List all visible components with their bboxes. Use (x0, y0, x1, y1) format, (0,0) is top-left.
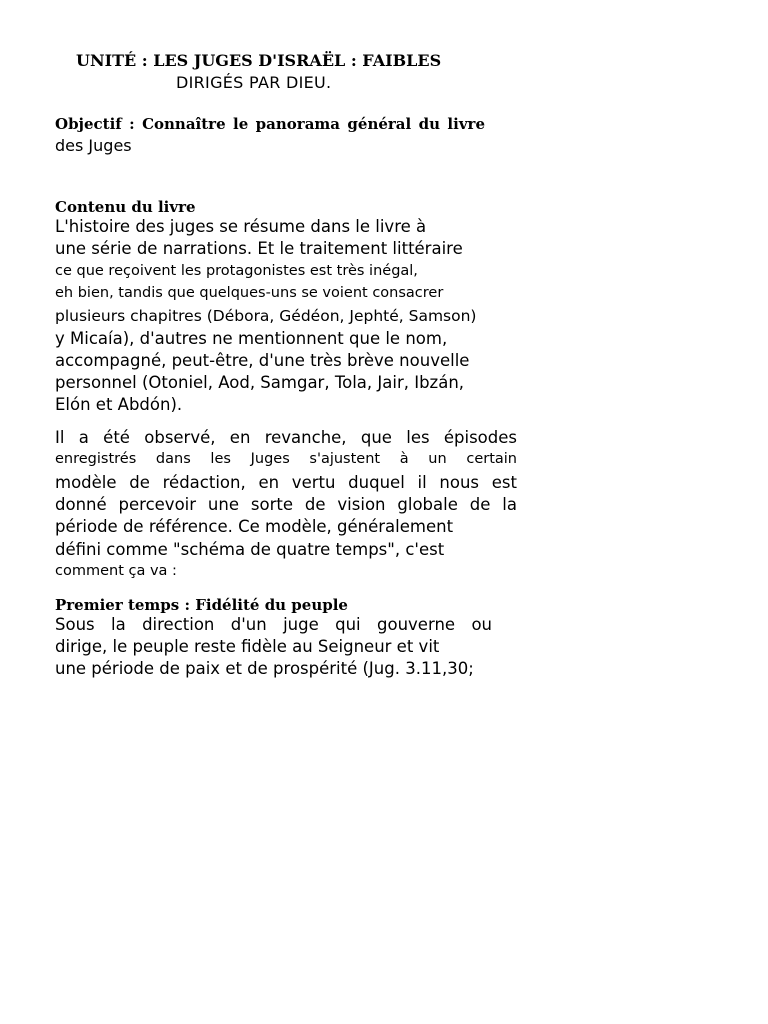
content-paragraph-1-line: Elón et Abdón). (55, 395, 183, 414)
content-paragraph-2-line: Il a été observé, en revanche, que les épisodes (55, 428, 517, 447)
first-time-section-heading: Premier temps : Fidélité du peuple (55, 596, 348, 614)
content-paragraph-2-line: période de référence. Ce modèle, généralement (55, 517, 454, 536)
content-paragraph-1-line: accompagné, peut-être, d'une très brève nouvelle (55, 351, 470, 370)
content-paragraph-2-line: enregistrés dans les Juges s'ajustent à un certain (55, 451, 517, 467)
content-paragraph-1-line: y Micaía), d'autres ne mentionnent que le nom, (55, 329, 448, 348)
content-paragraph-2-line: modèle de rédaction, en vertu duquel il nous est (55, 473, 517, 492)
content-paragraph-1-line: L'histoire des juges se résume dans le livre à (55, 217, 427, 236)
first-time-paragraph-line: une période de paix et de prospérité (Jug. 3.11,30; (55, 659, 474, 678)
objective-continuation: des Juges (55, 136, 132, 155)
content-paragraph-2-line: donné percevoir une sorte de vision globale de la (55, 495, 517, 514)
content-paragraph-2-line: comment ça va : (55, 563, 177, 579)
document-title-line-2: DIRIGÉS PAR DIEU. (176, 73, 332, 92)
document-title-line-1: UNITÉ : LES JUGES D'ISRAËL : FAIBLES (76, 51, 442, 70)
content-paragraph-1-line: personnel (Otoniel, Aod, Samgar, Tola, Jair, Ibzán, (55, 373, 465, 392)
first-time-paragraph-line: Sous la direction d'un juge qui gouverne ou (55, 615, 492, 634)
content-section-heading: Contenu du livre (55, 198, 196, 216)
content-paragraph-1-line: une série de narrations. Et le traitement littéraire (55, 239, 463, 258)
content-paragraph-1-line: ce que reçoivent les protagonistes est très inégal, (55, 263, 418, 279)
objective-label: Objectif : Connaître le panorama général du livre (55, 115, 485, 133)
content-paragraph-1-line: plusieurs chapitres (Débora, Gédéon, Jephté, Samson) (55, 307, 477, 325)
first-time-paragraph-line: dirige, le peuple reste fidèle au Seigneur et vit (55, 637, 440, 656)
content-paragraph-1-line: eh bien, tandis que quelques-uns se voient consacrer (55, 285, 444, 301)
content-paragraph-2-line: défini comme "schéma de quatre temps", c'est (55, 540, 445, 559)
